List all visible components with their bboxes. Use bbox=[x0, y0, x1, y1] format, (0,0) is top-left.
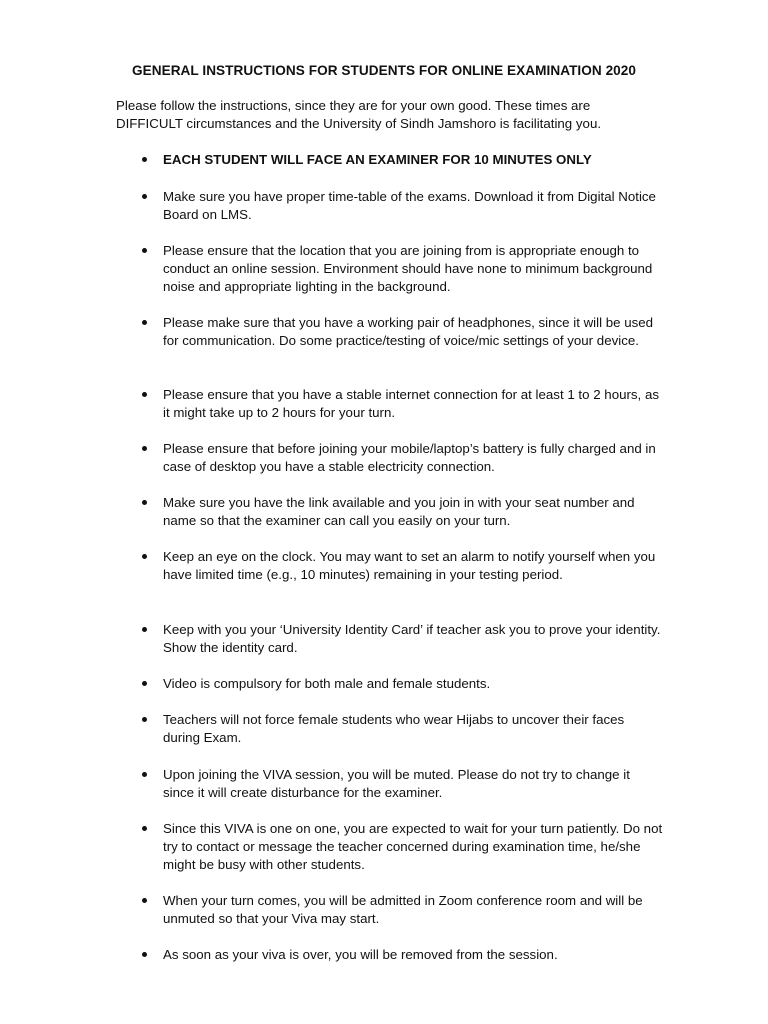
instruction-item bbox=[163, 548, 663, 584]
instruction-item bbox=[163, 314, 663, 350]
bullet-icon bbox=[142, 681, 147, 686]
bullet-icon bbox=[142, 320, 147, 325]
instruction-text: Make sure you have the link available and you join in with your seat number and name so that the examiner can call you easily on your turn. bbox=[163, 495, 635, 528]
instruction-item bbox=[163, 494, 663, 530]
instruction-text: Video is compulsory for both male and female students. bbox=[163, 676, 491, 691]
instruction-text: Please ensure that before joining your mobile/laptop’s battery is fully charged and in case of desktop you have a stable electricity connection. bbox=[163, 441, 656, 474]
instruction-item bbox=[163, 386, 663, 422]
instruction-item bbox=[163, 946, 663, 964]
bullet-icon bbox=[142, 157, 147, 162]
instruction-text: Keep with you your ‘University Identity Card’ if teacher ask you to prove your identity. Show the identity card. bbox=[163, 622, 661, 655]
bullet-icon bbox=[142, 248, 147, 253]
bullet-icon bbox=[142, 446, 147, 451]
bullet-icon bbox=[142, 554, 147, 559]
instruction-item bbox=[163, 711, 663, 747]
instruction-item bbox=[163, 892, 663, 928]
bullet-icon bbox=[142, 500, 147, 505]
document-title: GENERAL INSTRUCTIONS FOR STUDENTS FOR ONLINE EXAMINATION 2020 bbox=[131, 63, 637, 78]
instruction-text: EACH STUDENT WILL FACE AN EXAMINER FOR 10 MINUTES ONLY bbox=[163, 152, 592, 167]
bullet-icon bbox=[142, 826, 147, 831]
instruction-item bbox=[163, 188, 663, 224]
instruction-text: Teachers will not force female students who wear Hijabs to uncover their faces during Exam. bbox=[163, 712, 625, 745]
bullet-icon bbox=[142, 194, 147, 199]
bullet-icon bbox=[142, 952, 147, 957]
instruction-text: As soon as your viva is over, you will be removed from the session. bbox=[163, 947, 558, 962]
bullet-icon bbox=[142, 717, 147, 722]
instruction-item bbox=[163, 820, 663, 874]
instruction-item bbox=[163, 766, 663, 802]
instruction-item bbox=[163, 440, 663, 476]
instruction-item bbox=[163, 151, 663, 169]
instruction-text: Upon joining the VIVA session, you will be muted. Please do not try to change it since it will create disturbance for the examiner. bbox=[163, 767, 630, 800]
bullet-icon bbox=[142, 772, 147, 777]
instruction-text: Keep an eye on the clock. You may want to set an alarm to notify yourself when you have limited time (e.g., 10 minutes) remaining in your testing period. bbox=[163, 549, 656, 582]
bullet-icon bbox=[142, 627, 147, 632]
instruction-text: Please make sure that you have a working pair of headphones, since it will be used for communication. Do some practice/testing of voice/mic settings of your device. bbox=[163, 315, 654, 348]
intro-paragraph: Please follow the instructions, since they are for your own good. These times are DIFFICULT circumstances and the University of Sindh Jamshoro is facilitating you. bbox=[116, 98, 602, 131]
instruction-text: Please ensure that you have a stable internet connection for at least 1 to 2 hours, as it might take up to 2 hours for your turn. bbox=[163, 387, 659, 420]
bullet-icon bbox=[142, 898, 147, 903]
instruction-item bbox=[163, 675, 663, 693]
instruction-text: When your turn comes, you will be admitted in Zoom conference room and will be unmuted so that your Viva may start. bbox=[163, 893, 643, 926]
instruction-text: Since this VIVA is one on one, you are expected to wait for your turn patiently. Do not try to contact or message the teacher concerned during examination time, he/she might be busy with other students. bbox=[163, 821, 663, 872]
instruction-text: Make sure you have proper time-table of the exams. Download it from Digital Notice Board on LMS. bbox=[163, 189, 656, 222]
instruction-text: Please ensure that the location that you are joining from is appropriate enough to conduct an online session. Environment should have none to minimum background noise and appropriate lighting in the background. bbox=[163, 243, 653, 294]
instruction-item bbox=[163, 242, 663, 296]
instruction-item bbox=[163, 621, 663, 657]
bullet-icon bbox=[142, 392, 147, 397]
